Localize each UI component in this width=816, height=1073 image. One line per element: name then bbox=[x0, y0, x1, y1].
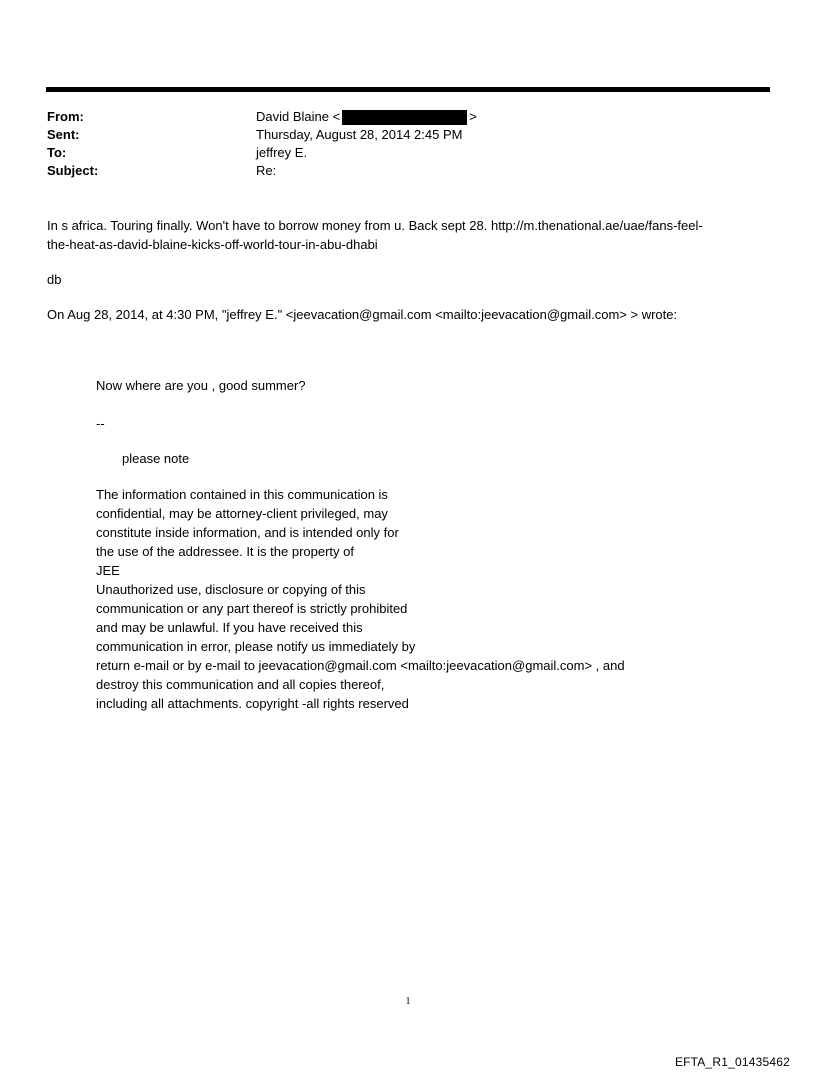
sender-name: David Blaine < bbox=[256, 109, 341, 124]
disclaimer-line: JEE bbox=[96, 563, 120, 578]
subject-label: Subject: bbox=[47, 163, 99, 178]
header-divider-rule bbox=[46, 87, 770, 92]
signature: db bbox=[47, 272, 62, 287]
message-body-line: In s africa. Touring finally. Won't have to borrow money from u. Back sept 28. http://m.thenational.ae/uae/fans-feel- bbox=[47, 218, 703, 233]
from-label: From: bbox=[47, 109, 84, 124]
sent-row bbox=[47, 126, 477, 144]
subject-value: Re: bbox=[256, 163, 277, 178]
disclaimer-line: The information contained in this communication is bbox=[96, 487, 388, 502]
subject-row bbox=[47, 162, 477, 180]
disclaimer-block bbox=[96, 485, 625, 713]
to-row bbox=[47, 144, 477, 162]
reply-header: On Aug 28, 2014, at 4:30 PM, "jeffrey E." <jeevacation@gmail.com <mailto:jeevacation@gmail.com> > wrote: bbox=[47, 307, 678, 322]
from-value bbox=[256, 108, 477, 126]
sent-value: Thursday, August 28, 2014 2:45 PM bbox=[256, 127, 463, 142]
disclaimer-line: communication in error, please notify us immediately by bbox=[96, 639, 416, 654]
to-label: To: bbox=[47, 145, 67, 160]
disclaimer-line: including all attachments. copyright -all rights reserved bbox=[96, 696, 409, 711]
to-value: jeffrey E. bbox=[256, 145, 308, 160]
disclaimer-line: destroy this communication and all copies thereof, bbox=[96, 677, 385, 692]
from-row bbox=[47, 108, 477, 126]
disclaimer-line: return e-mail or by e-mail to jeevacation@gmail.com <mailto:jeevacation@gmail.com> , and bbox=[96, 658, 625, 673]
document-id: EFTA_R1_01435462 bbox=[674, 1055, 790, 1069]
disclaimer-line: the use of the addressee. It is the property of bbox=[96, 544, 354, 559]
redaction-block bbox=[342, 110, 467, 125]
quoted-separator: -- bbox=[96, 416, 105, 431]
disclaimer-line: confidential, may be attorney-client privileged, may bbox=[96, 506, 388, 521]
message-body-line: the-heat-as-david-blaine-kicks-off-world-tour-in-abu-dhabi bbox=[47, 237, 378, 252]
please-note: please note bbox=[122, 451, 190, 466]
disclaimer-line: constitute inside information, and is intended only for bbox=[96, 525, 399, 540]
disclaimer-line: and may be unlawful. If you have received this bbox=[96, 620, 363, 635]
page-number: 1 bbox=[405, 996, 411, 1007]
disclaimer-line: Unauthorized use, disclosure or copying of this bbox=[96, 582, 366, 597]
email-header bbox=[47, 108, 477, 180]
quoted-question: Now where are you , good summer? bbox=[96, 378, 306, 393]
sent-label: Sent: bbox=[47, 127, 80, 142]
disclaimer-line: communication or any part thereof is strictly prohibited bbox=[96, 601, 408, 616]
sender-suffix: > bbox=[469, 109, 477, 124]
